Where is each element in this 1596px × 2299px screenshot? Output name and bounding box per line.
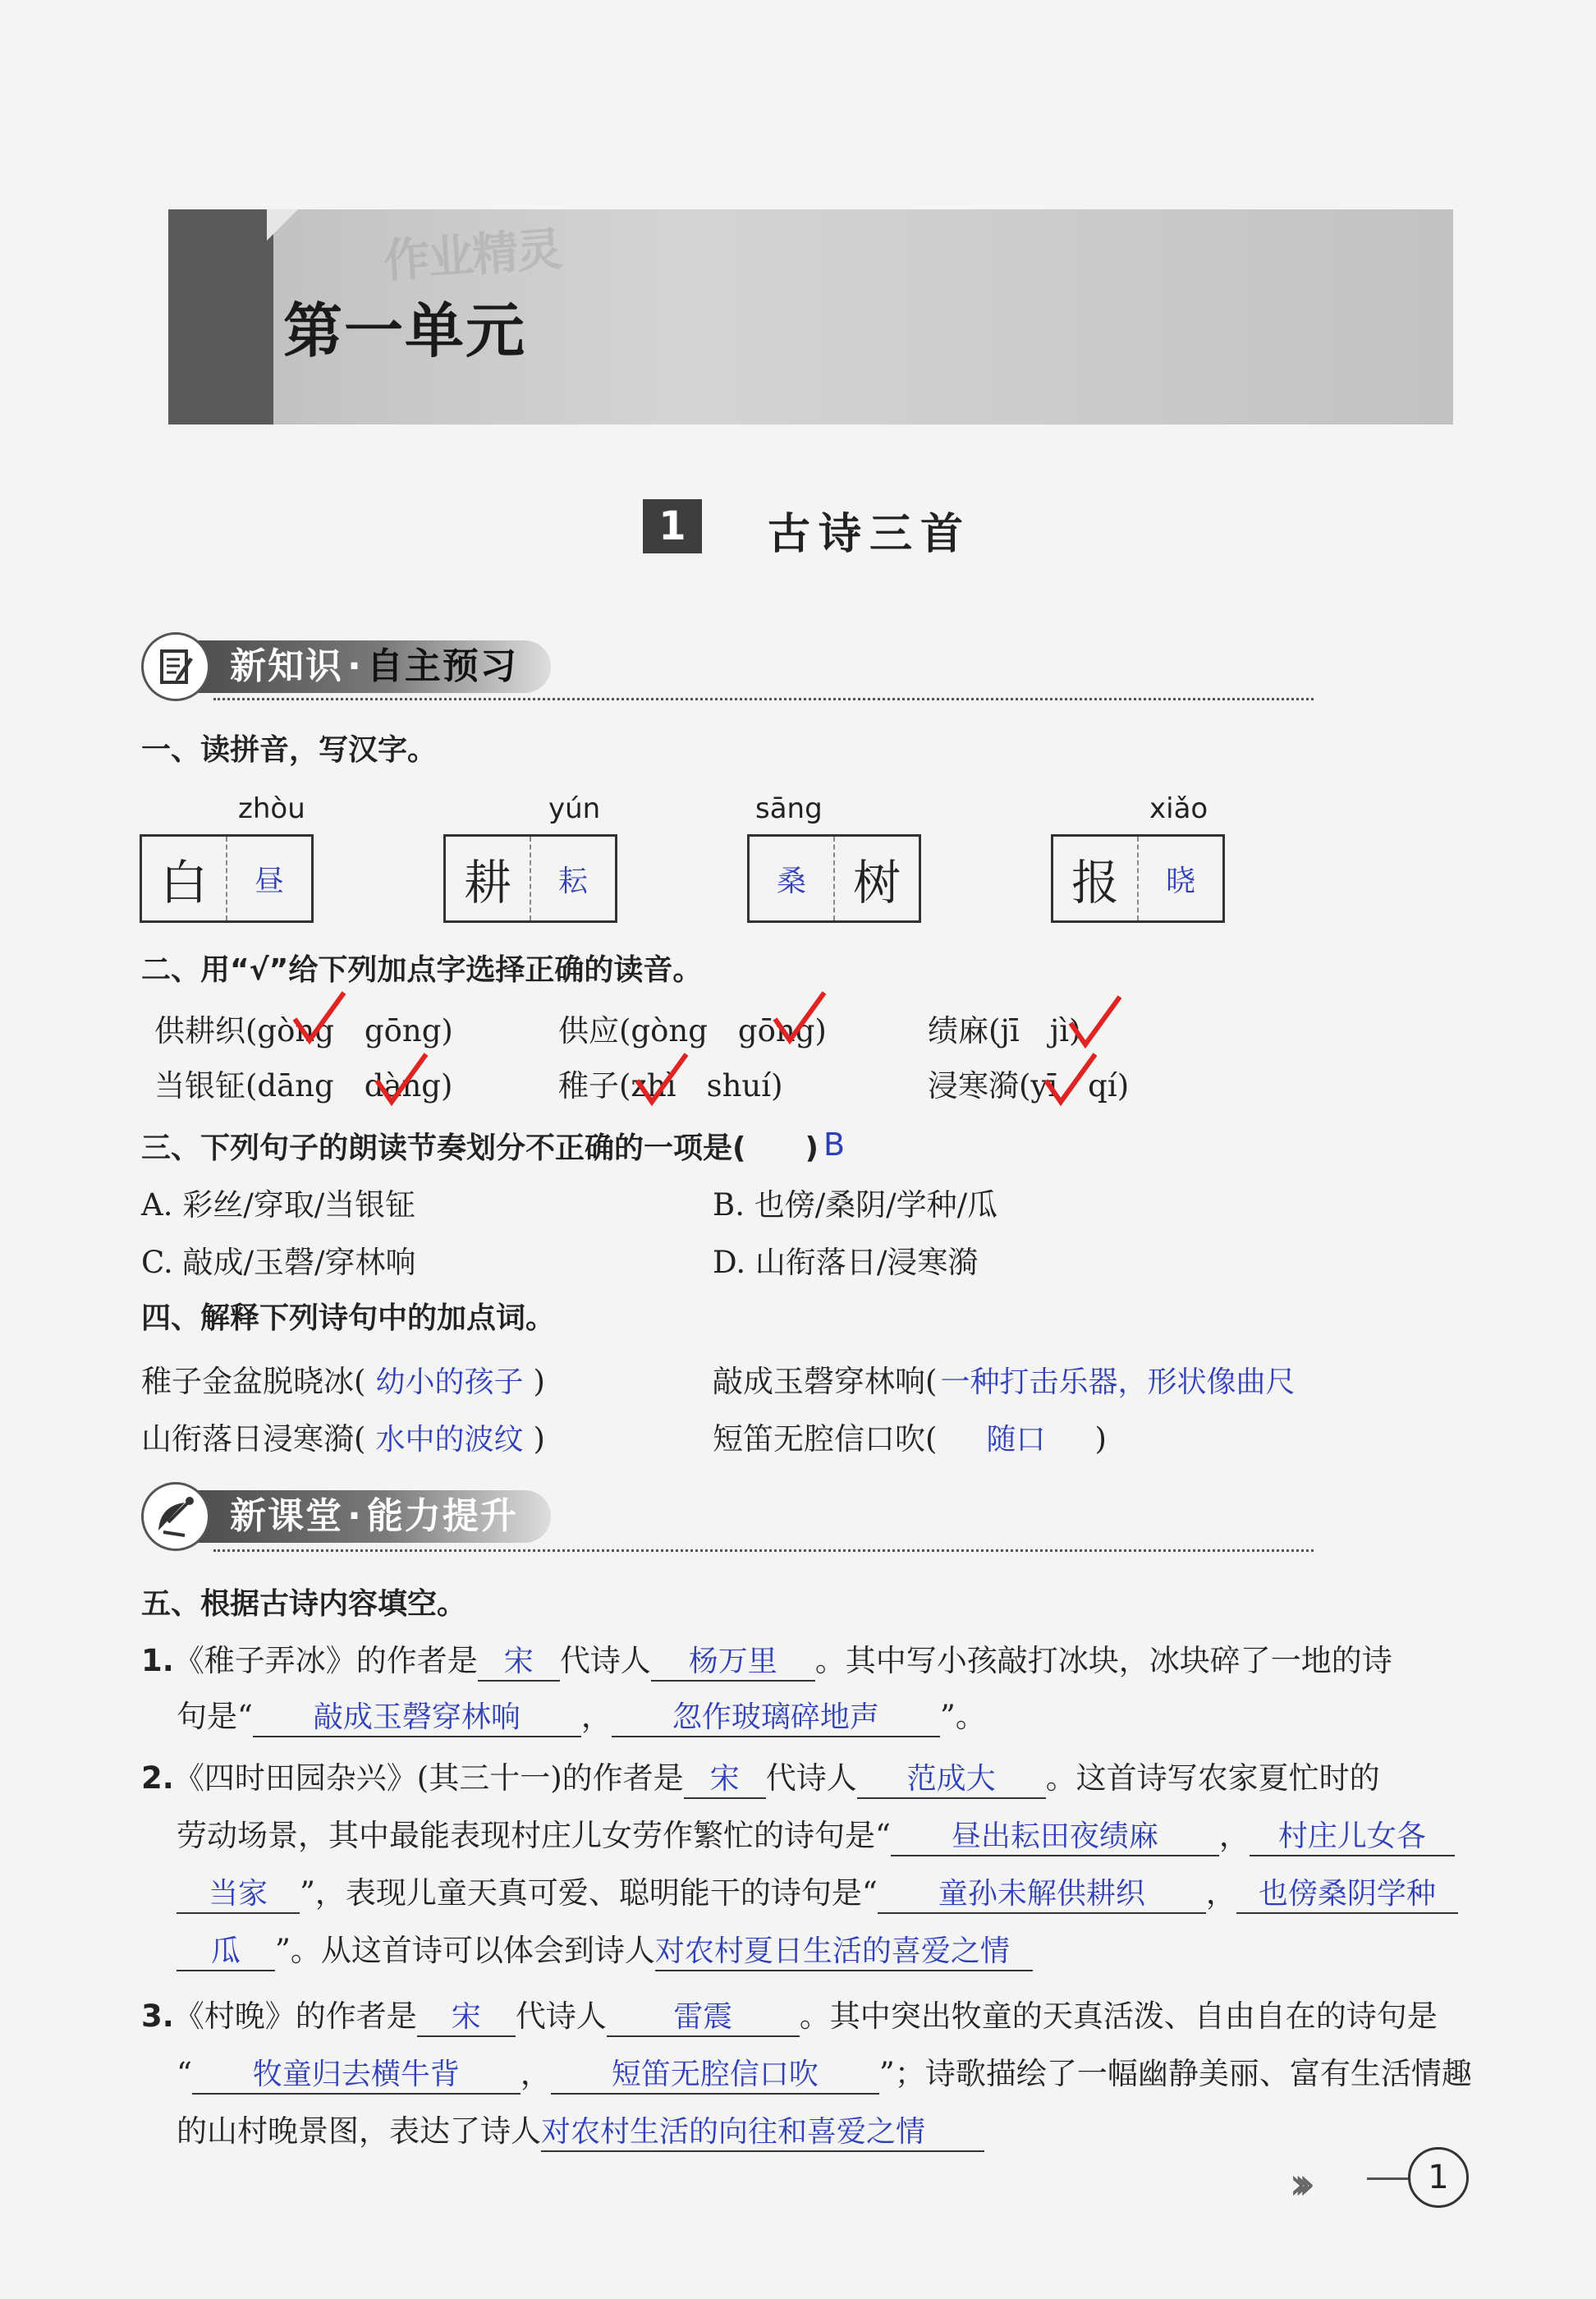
answer-char[interactable]: 桑	[776, 864, 806, 898]
text: 的山村晚景图，表达了诗人	[177, 2113, 541, 2149]
check-mark-icon	[291, 989, 349, 1050]
blank-verse[interactable]: 也傍桑阴学种	[1236, 1870, 1458, 1914]
section-dot: ·	[347, 1495, 363, 1537]
banner-side-bar	[168, 209, 273, 424]
text: 代诗人	[515, 1998, 607, 2034]
text: ”。从这首诗可以体会到诗人	[275, 1933, 655, 1968]
blank-dynasty[interactable]: 宋	[684, 1755, 766, 1799]
q3-option: C. 敲成/玉磬/穿林响	[141, 1245, 416, 1280]
check-mark-icon	[634, 1051, 691, 1112]
q4-item	[713, 1414, 1107, 1458]
q2-item: 当银钲(dāng dàng)	[154, 1068, 453, 1104]
text: ”，表现儿童天真可爱、聪明能干的诗句是“	[300, 1875, 878, 1911]
q2-item: 绩麻(jī jì)	[928, 1013, 1081, 1049]
q4-answer[interactable]: 水中的波纹	[375, 1423, 524, 1457]
blank-dynasty[interactable]: 宋	[478, 1638, 560, 1682]
q5-2-line3	[177, 1868, 1458, 1914]
q3-title: 三、下列句子的朗读节奏划分不正确的一项是( )	[141, 1131, 819, 1165]
text: 代诗人	[559, 1643, 651, 1678]
answer-char[interactable]: 昼	[226, 837, 311, 920]
q2-title: 二、用“√”给下列加点字选择正确的读音。	[141, 953, 703, 987]
text: 代诗人	[765, 1760, 857, 1796]
pinyin-sang: sāng	[755, 792, 823, 825]
text: ”；诗歌描绘了一幅幽静美丽、富有生活情趣	[878, 2056, 1472, 2091]
q4-answer[interactable]: 幼小的孩子	[375, 1365, 524, 1399]
blank-poet[interactable]: 杨万里	[651, 1638, 815, 1682]
q2-item: 稚子(zhì shuí)	[558, 1068, 783, 1104]
pinyin-zhou: zhòu	[238, 792, 305, 825]
text: 。这首诗写农家夏忙时的	[1045, 1760, 1380, 1796]
text: 。其中突出牧童的天真活泼、自由自在的诗句是	[799, 1998, 1438, 2034]
blank-verse[interactable]: 瓜	[177, 1928, 275, 1971]
blank-poet[interactable]: 范成大	[857, 1755, 1046, 1799]
section-label-right: 自主预习	[366, 645, 518, 687]
q4-item	[141, 1356, 545, 1401]
pinyin-xiao: xiǎo	[1149, 792, 1208, 825]
text: 《四时田园杂兴》(其三十一)的作者是	[173, 1760, 684, 1796]
check-mark-icon	[374, 1051, 431, 1112]
q4-close: )	[533, 1364, 545, 1399]
q2-item: 供应(gòng gōng)	[558, 1013, 827, 1049]
check-mark-icon	[772, 989, 829, 1050]
given-char: 报	[1071, 855, 1119, 911]
text: “	[177, 2056, 192, 2091]
section-divider	[213, 1549, 1314, 1552]
section-header-preview	[141, 632, 716, 701]
q1-title: 一、读拼音，写汉字。	[141, 733, 438, 767]
text: ，	[1205, 1875, 1236, 1911]
char-box-4	[1051, 834, 1225, 923]
blank-verse[interactable]: 童孙未解供耕织	[878, 1870, 1206, 1914]
text: ”。	[939, 1699, 986, 1734]
q4-title: 四、解释下列诗句中的加点词。	[141, 1301, 556, 1335]
unit-title: 第一单元	[283, 296, 527, 365]
q4-prompt: 山衔落日浸寒漪(	[141, 1421, 366, 1457]
q5-3-line2	[177, 2049, 1472, 2095]
text: 句是“	[177, 1699, 253, 1734]
q5-2-line1	[141, 1753, 1380, 1799]
char-box-1	[140, 834, 314, 923]
arrows-icon: ›››	[1289, 2158, 1303, 2210]
blank-verse[interactable]: 敲成玉磬穿林响	[253, 1694, 581, 1737]
blank-verse[interactable]: 忽作玻璃碎地声	[612, 1694, 940, 1737]
blank-verse[interactable]: 当家	[177, 1870, 300, 1914]
given-char: 树	[833, 837, 919, 920]
text: ，	[580, 1699, 612, 1734]
blank-feeling[interactable]: 对农村夏日生活的喜爱之情	[655, 1928, 1033, 1971]
q2-item: 浸寒漪(yī qí)	[928, 1068, 1130, 1104]
blank-poet[interactable]: 雷震	[607, 1994, 800, 2037]
page-number: 1	[1408, 2147, 1469, 2208]
check-mark-icon	[1043, 1051, 1100, 1112]
answer-char[interactable]: 晓	[1137, 837, 1222, 920]
char-box-3	[747, 834, 921, 923]
blank-feeling[interactable]: 对农村生活的向往和喜爱之情	[541, 2109, 984, 2152]
item-number: 2.	[141, 1760, 174, 1796]
pinyin-yun: yún	[548, 792, 601, 825]
q4-answer[interactable]: 一种打击乐器，形状像曲尺	[940, 1365, 1296, 1399]
q4-prompt: 短笛无腔信口吹(	[713, 1421, 938, 1457]
blank-verse[interactable]: 牧童归去横牛背	[192, 2051, 521, 2095]
q5-1-line1	[141, 1636, 1392, 1682]
text: 。其中写小孩敲打冰块，冰块碎了一地的诗	[814, 1643, 1392, 1678]
blank-dynasty[interactable]: 宋	[417, 1994, 516, 2037]
text: 劳动场景，其中最能表现村庄儿女劳作繁忙的诗句是“	[177, 1818, 891, 1853]
notebook-pencil-icon	[141, 632, 210, 701]
text: ，	[520, 2056, 551, 2091]
char-box-2	[443, 834, 617, 923]
q4-close: )	[533, 1421, 545, 1457]
item-number: 3.	[141, 1998, 174, 2034]
q4-item	[141, 1414, 545, 1458]
section-header-practice	[141, 1482, 716, 1551]
q3-option: D. 山衔落日/浸寒漪	[713, 1245, 979, 1280]
q4-close: )	[1094, 1421, 1107, 1457]
blank-verse[interactable]: 昼出耘田夜绩麻	[891, 1813, 1219, 1856]
q4-answer[interactable]: 随口	[986, 1423, 1046, 1457]
text: ，	[1218, 1818, 1250, 1853]
q3-option: B. 也傍/桑阴/学种/瓜	[713, 1187, 998, 1223]
section-label-left: 新知识	[230, 645, 343, 687]
q4-item	[713, 1356, 1298, 1401]
q5-title: 五、根据古诗内容填空。	[141, 1587, 467, 1621]
blank-verse[interactable]: 短笛无腔信口吹	[551, 2051, 879, 2095]
q3-option: A. 彩丝/穿取/当银钲	[141, 1187, 416, 1223]
q4-prompt: 敲成玉磬穿林响(	[713, 1364, 938, 1399]
answer-char[interactable]: 耘	[530, 837, 615, 920]
text: 《稚子弄冰》的作者是	[173, 1643, 478, 1678]
q5-3-line1	[141, 1991, 1438, 2037]
q3-answer[interactable]: B	[823, 1127, 846, 1163]
q5-2-line2	[177, 1810, 1455, 1856]
given-char: 耕	[463, 855, 511, 911]
section-label-left: 新课堂	[230, 1495, 343, 1537]
unit-banner	[168, 209, 1453, 424]
footer-line	[1367, 2177, 1410, 2180]
q5-3-line3	[177, 2106, 984, 2152]
q5-1-line2	[177, 1691, 986, 1737]
section-pill	[184, 640, 551, 693]
q4-prompt: 稚子金盆脱晓冰(	[141, 1364, 366, 1399]
watermark: 作业精灵	[382, 223, 563, 289]
blank-verse[interactable]: 村庄儿女各	[1250, 1813, 1455, 1856]
item-number: 1.	[141, 1643, 174, 1678]
satellite-dish-icon	[141, 1482, 210, 1551]
text: 《村晚》的作者是	[173, 1998, 417, 2034]
lesson-number: 1	[643, 499, 702, 553]
check-mark-icon	[1067, 993, 1125, 1054]
section-pill	[184, 1490, 551, 1543]
section-dot: ·	[347, 645, 363, 687]
section-label-right: 能力提升	[366, 1495, 518, 1537]
q5-2-line4	[177, 1925, 1033, 1971]
banner-corner	[267, 209, 298, 241]
lesson-title: 古诗三首	[768, 509, 972, 559]
q2-item: 供耕织(gòng gōng)	[154, 1013, 453, 1049]
given-char: 白	[159, 855, 208, 911]
section-divider	[213, 698, 1314, 700]
